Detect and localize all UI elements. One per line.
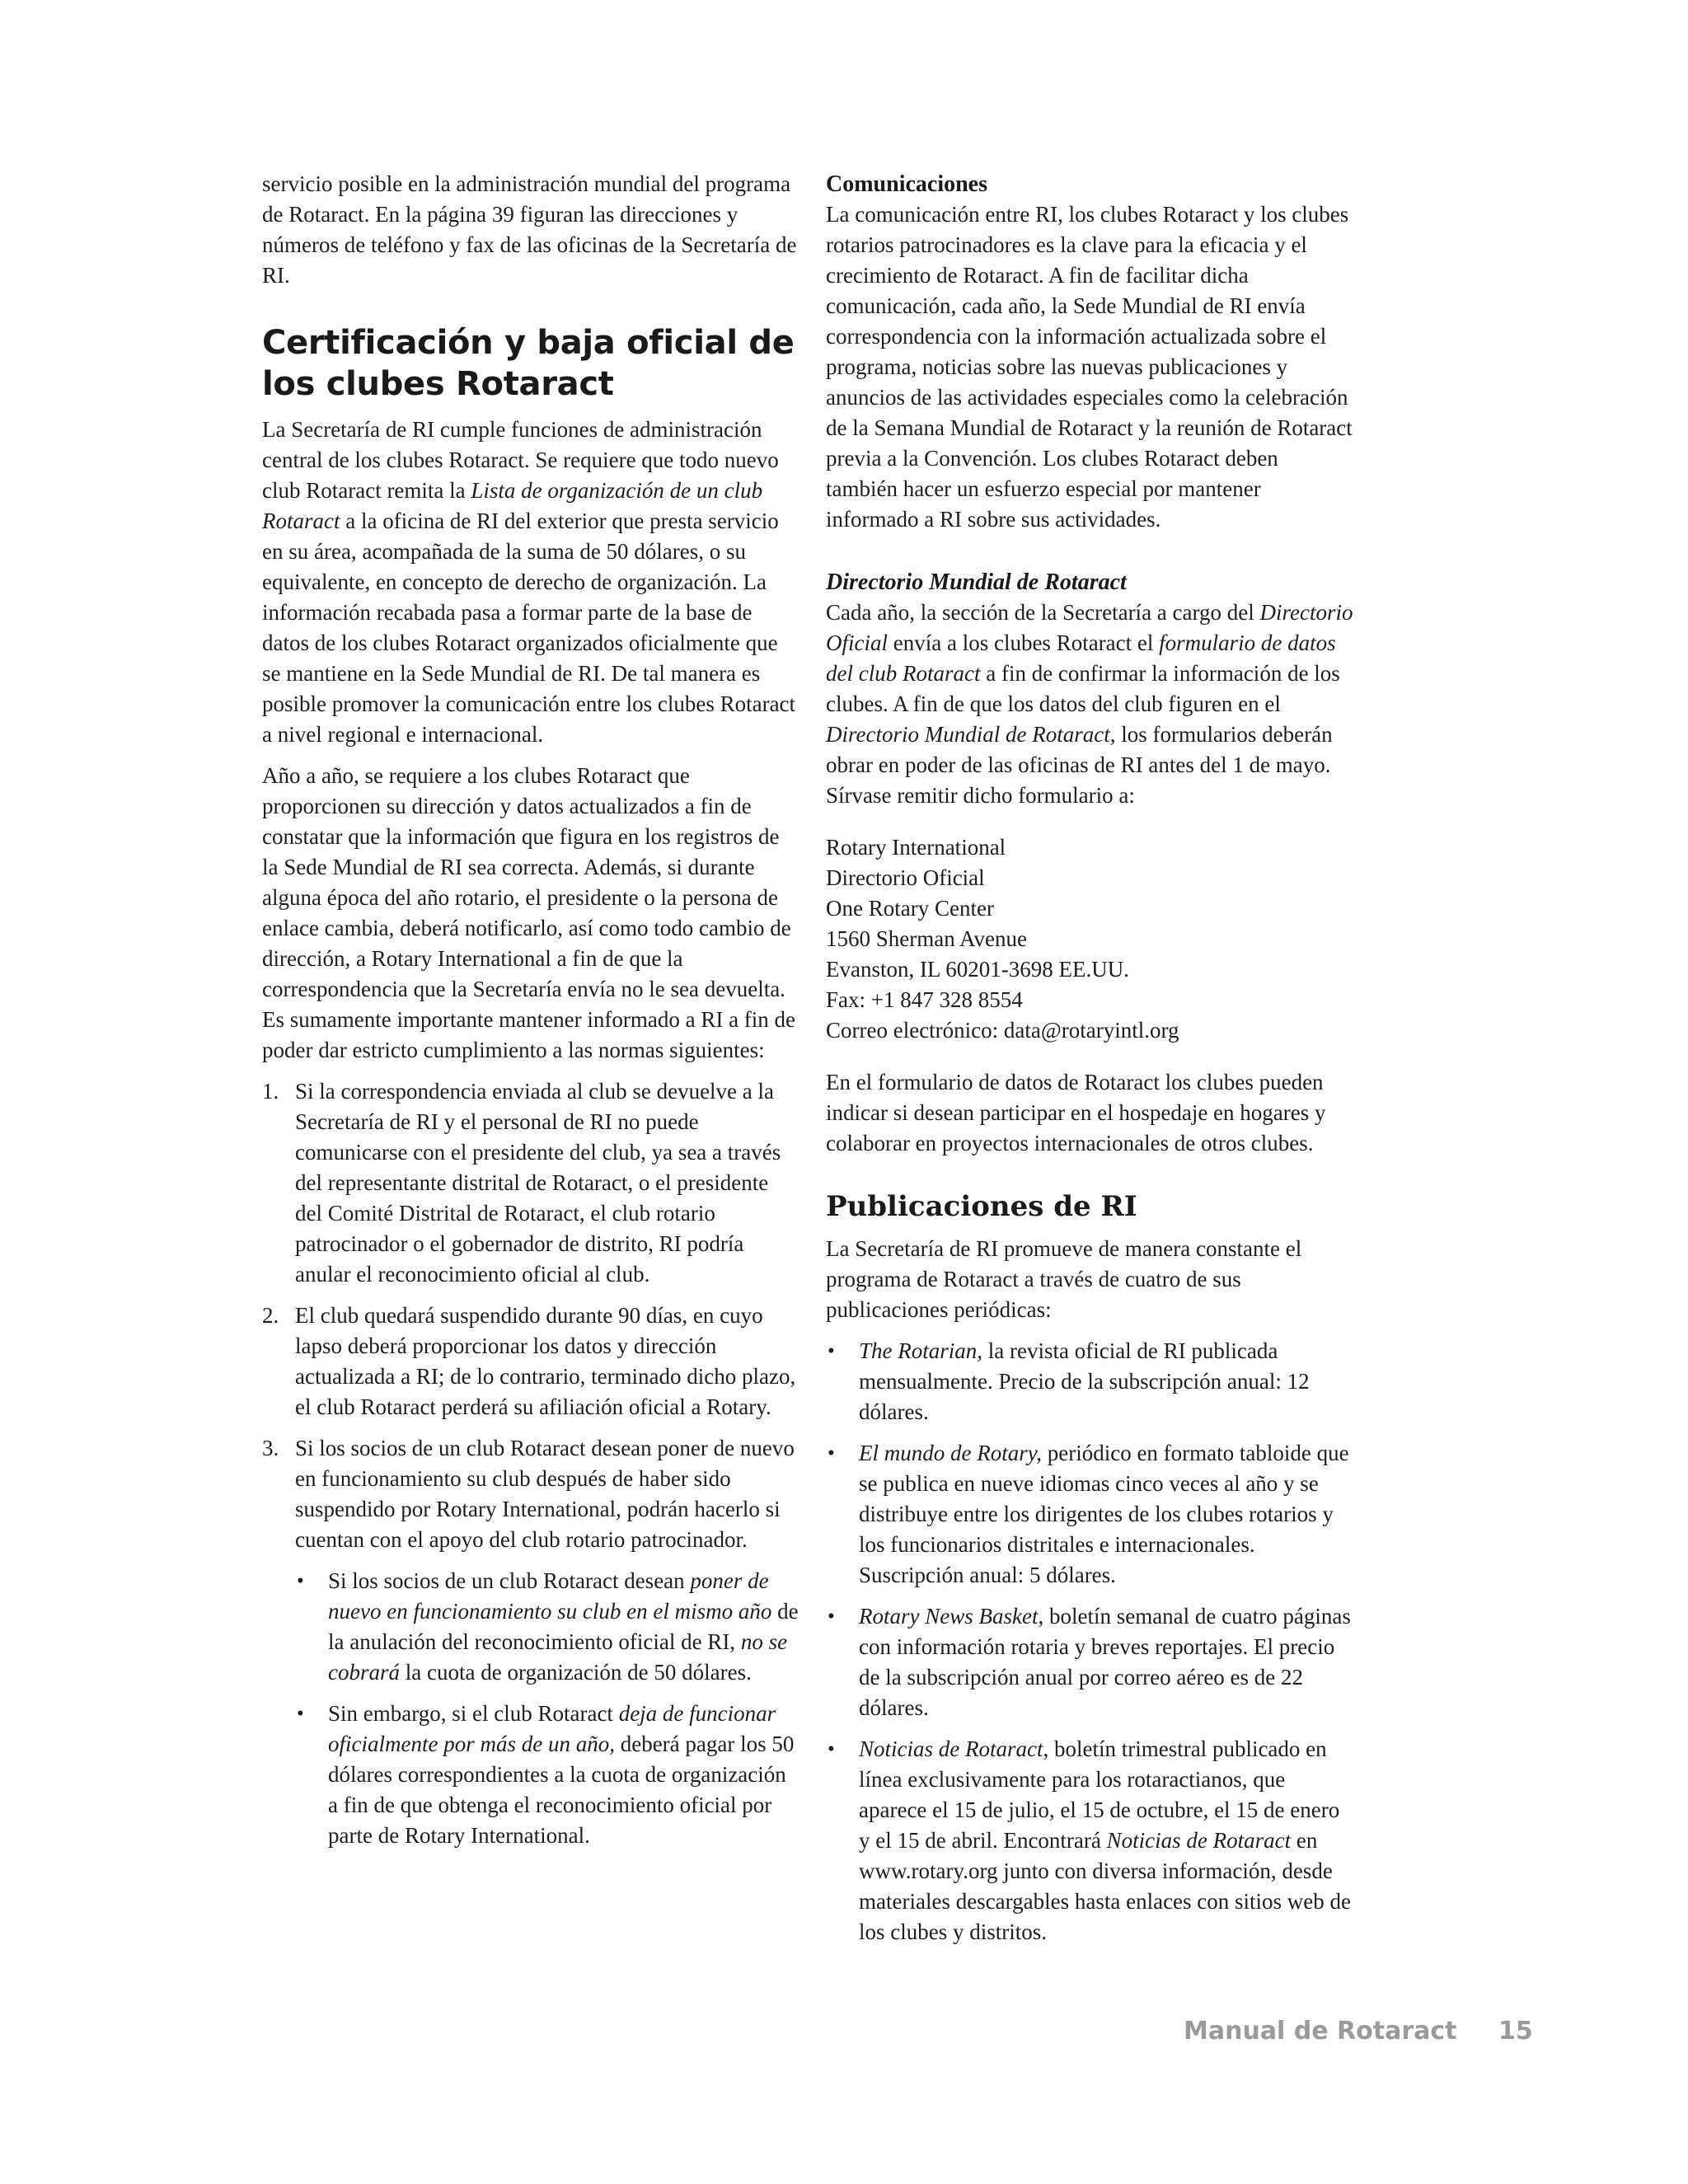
- list-number: 2.: [262, 1303, 279, 1328]
- left-column: [262, 169, 799, 1862]
- emphasis: deja de funcionar oficialmente por más de un año,: [328, 1701, 776, 1756]
- text: deberá pagar los 50 dólares correspondientes a la cuota de organización a fin de que obtenga el reconocimiento oficial por parte de Rotary International.: [328, 1732, 795, 1848]
- list-item: [295, 1699, 799, 1851]
- bullet-icon: •: [297, 1570, 304, 1592]
- address-line: One Rotary Center: [826, 896, 994, 921]
- directory-paragraph: [826, 598, 1353, 811]
- publication-title: Noticias de Rotaract: [859, 1736, 1043, 1761]
- address-line: 1560 Sherman Avenue: [826, 926, 1027, 951]
- emphasis: formulario de datos del club Rotaract: [826, 630, 1336, 686]
- bullet-icon: •: [828, 1340, 835, 1362]
- text: la revista oficial de RI publicada mensualmente. Precio de la subscripción anual: 12 dólares.: [859, 1338, 1310, 1424]
- paragraph-secretariat: [262, 415, 799, 750]
- publication-title: Rotary News Basket: [859, 1604, 1039, 1629]
- emphasis: poner de nuevo en funcionamiento su club en el mismo año: [328, 1568, 772, 1624]
- list-item: [826, 1734, 1353, 1947]
- rules-list: [262, 1076, 799, 1555]
- text: a fin de confirmar la información de los clubes. A fin de que los datos del club figuren en el: [826, 661, 1340, 716]
- list-item: [262, 1301, 799, 1422]
- list-item: [826, 1438, 1353, 1591]
- emphasis: Directorio Oficial: [826, 600, 1353, 655]
- directory-heading: Directorio Mundial de Rotaract: [826, 569, 1127, 595]
- text: La Secretaría de RI cumple funciones de administración central de los clubes Rotaract. Se requiere que todo nuevo club Rotaract remita la: [262, 417, 779, 503]
- footer-title: Manual de Rotaract: [1184, 2017, 1457, 2046]
- list-number: 1.: [262, 1079, 279, 1104]
- address-line: Evanston, IL 60201-3698 EE.UU.: [826, 957, 1129, 982]
- page-number: 15: [1498, 2017, 1533, 2046]
- address-line: Rotary International: [826, 835, 1006, 860]
- paragraph-annual-update: Año a año, se requiere a los clubes Rotaract que proporcionen su dirección y datos actualizados a fin de constatar que la información que figura en los registros de la Sede Mundial de RI sea correcta. Además, si durante alguna época del año rotario, el presidente o la persona de enlace cambia, deberá notificarlo, así como todo cambio de dirección, a Rotary International a fin de que la correspondencia que la Secretaría envía no le sea devuelta. Es sumamente importante mantener informado a RI a fin de poder dar estricto cumplimiento a las normas siguientes:: [262, 763, 796, 1062]
- list-item: [826, 1601, 1353, 1723]
- text: envía a los clubes Rotaract el: [888, 630, 1160, 655]
- emphasis: Directorio Mundial de Rotaract,: [826, 722, 1116, 747]
- right-column: [826, 169, 1353, 1958]
- communications-heading: Comunicaciones: [826, 171, 987, 197]
- text: periódico en formato tabloide que se publica en nueve idiomas cinco veces al año y se distribuye entre los dirigentes de los clubes rotarios y los funcionarios distritales e internacionales. Suscripción anual: 5 dólares.: [859, 1441, 1349, 1587]
- fax-line: Fax: +1 847 328 8554: [826, 987, 1023, 1012]
- bullet-icon: •: [828, 1738, 835, 1760]
- text: Si los socios de un club Rotaract desean: [328, 1568, 691, 1593]
- list-text: Si los socios de un club Rotaract desean poner de nuevo en funcionamiento su club después de haber sido suspendido por Rotary International, podrán hacerlo si cuentan con el apoyo del club rotario patrocinador.: [295, 1436, 795, 1552]
- page-footer: [1184, 2017, 1533, 2050]
- text: , boletín semanal de cuatro páginas con información rotaria y breves reportajes. El precio de la subscripción anual por correo aéreo es de 22 dólares.: [859, 1604, 1351, 1720]
- mailing-address: [826, 832, 1353, 1046]
- text: la cuota de organización de 50 dólares.: [400, 1660, 752, 1685]
- list-text: El club quedará suspendido durante 90 días, en cuyo lapso deberá proporcionar los datos y dirección actualizada a RI; de lo contrario, terminado dicho plazo, el club Rotaract perderá su afiliación oficial a Rotary.: [295, 1303, 796, 1419]
- list-text: Si la correspondencia enviada al club se devuelve a la Secretaría de RI y el personal de RI no puede comunicarse con el presidente del club, ya sea a través del representante distrital de Rotaract, o el presidente del Comité Distrital de Rotaract, el club rotario patrocinador o el gobernador de distrito, RI podría anular el reconocimiento oficial al club.: [295, 1079, 781, 1286]
- communications-paragraph: La comunicación entre RI, los clubes Rotaract y los clubes rotarios patrocinadores es la clave para la eficacia y el crecimiento de Rotaract. A fin de facilitar dicha comunicación, cada año, la Sede Mundial de RI envía correspondencia con la información actualizada sobre el programa, noticias sobre las nuevas publicaciones y anuncios de las actividades especiales como la celebración de la Semana Mundial de Rotaract y la reunión de Rotaract previa a la Convención. Los clubes Rotaract deben también hacer un esfuerzo especial por mantener informado a RI sobre sus actividades.: [826, 202, 1353, 532]
- text: Sin embargo, si el club Rotaract: [328, 1701, 619, 1726]
- publications-intro: La Secretaría de RI promueve de manera constante el programa de Rotaract a través de cuatro de sus publicaciones periódicas:: [826, 1236, 1302, 1322]
- address-line: Directorio Oficial: [826, 865, 985, 890]
- list-number: 3.: [262, 1436, 279, 1460]
- publications-heading: Publicaciones de RI: [826, 1190, 1137, 1223]
- publications-list: [826, 1336, 1353, 1947]
- list-item: [262, 1433, 799, 1555]
- bullet-icon: •: [828, 1442, 835, 1465]
- bullet-icon: •: [828, 1605, 835, 1628]
- list-item: [262, 1076, 799, 1290]
- publication-title: Noticias de Rotaract: [1106, 1828, 1292, 1853]
- list-item: [295, 1566, 799, 1688]
- email-line: Correo electrónico: data@rotaryintl.org: [826, 1018, 1179, 1043]
- doc-title-organization-list: Lista de organización de un club Rotaract: [262, 478, 763, 533]
- text: Cada año, la sección de la Secretaría a cargo del: [826, 600, 1260, 625]
- text: a la oficina de RI del exterior que presta servicio en su área, acompañada de la suma de 50 dólares, o su equivalente, en concepto de derecho de organización. La información recabada pasa a formar parte de la base de datos de los clubes Rotaract organizados oficialmente que se mantiene en la Sede Mundial de RI. De tal manera es posible promover la comunicación entre los clubes Rotaract a nivel regional e internacional.: [262, 509, 796, 747]
- list-item: [826, 1336, 1353, 1427]
- reactivation-sublist: [295, 1566, 799, 1851]
- text: , boletín trimestral publicado en línea exclusivamente para los rotaractianos, que aparece el 15 de julio, el 15 de octubre, el 15 de enero y el 15 de abril. Encontrará: [859, 1736, 1340, 1853]
- intro-paragraph: servicio posible en la administración mundial del programa de Rotaract. En la página 39 figuran las direcciones y números de teléfono y fax de las oficinas de la Secretaría de RI.: [262, 171, 797, 288]
- text: los formularios deberán obrar en poder de las oficinas de RI antes del 1 de mayo. Sírvase remitir dicho formulario a:: [826, 722, 1333, 808]
- publication-title: El mundo de Rotary,: [859, 1441, 1042, 1465]
- publication-title: The Rotarian,: [859, 1338, 983, 1363]
- form-note-paragraph: En el formulario de datos de Rotaract los clubes pueden indicar si desean participar en el hospedaje en hogares y colaborar en proyectos internacionales de otros clubes.: [826, 1070, 1326, 1155]
- text: en www.rotary.org junto con diversa información, desde materiales descargables hasta enlaces con sitios web de los clubes y distritos.: [859, 1828, 1352, 1944]
- bullet-icon: •: [297, 1703, 304, 1725]
- emphasis: no se cobrará: [328, 1629, 788, 1685]
- section-heading-certification: Certificación y baja oficial de los clubes Rotaract: [262, 324, 795, 403]
- text: de la anulación del reconocimiento oficial de RI,: [328, 1599, 799, 1654]
